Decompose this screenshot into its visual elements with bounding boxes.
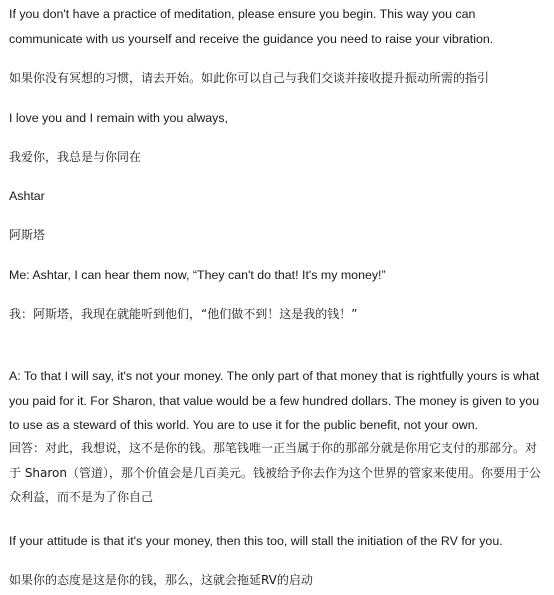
paragraph-meditation-zh: 如果你没有冥想的习惯，请去开始。如此你可以自己与我们交谈并接收提升振动所需的指引 [9, 71, 490, 85]
paragraph-love-zh: 我爱你，我总是与你同在 [9, 150, 142, 164]
paragraph-answer-en: A: To that I will say, it's not your money. The only part of that money that is rightfully yours is what you paid for it. For Sharon, that value would be a few hundred dollars. The money is given to you to use as a steward of this world. You are to use it for the public benefit, not your own. [9, 369, 540, 432]
paragraph-meditation-en: If you don't have a practice of meditation, please ensure you begin. This way you can communicate with us yourself and receive the guidance you need to raise your vibration. [9, 7, 494, 46]
paragraph-answer-zh: 回答：对此，我想说，这不是你的钱。那笔钱唯一正当属于你的那部分就是你用它支付的那部分。对于 Sharon（管道），那个价值会是几百美元。钱被给予你去作为这个世界的管家来使用。你要用于公众利益，而不是为了你自己 [9, 441, 542, 504]
signature-name-en: Ashtar [9, 189, 45, 203]
paragraph-me-zh: 我：阿斯塔，我现在就能听到他们，“他们做不到！这是我的钱！” [9, 307, 358, 321]
paragraph-attitude-zh: 如果你的态度是这是你的钱，那么，这就会拖延RV的启动 [9, 573, 313, 587]
paragraph-attitude-en: If your attitude is that it's your money, then this too, will stall the initiation of the RV for you. [9, 534, 503, 548]
paragraph-love-en: I love you and I remain with you always, [9, 111, 229, 125]
paragraph-me-en: Me: Ashtar, I can hear them now, “They can't do that! It's my money!” [9, 268, 386, 282]
signature-name-zh: 阿斯塔 [9, 228, 46, 242]
